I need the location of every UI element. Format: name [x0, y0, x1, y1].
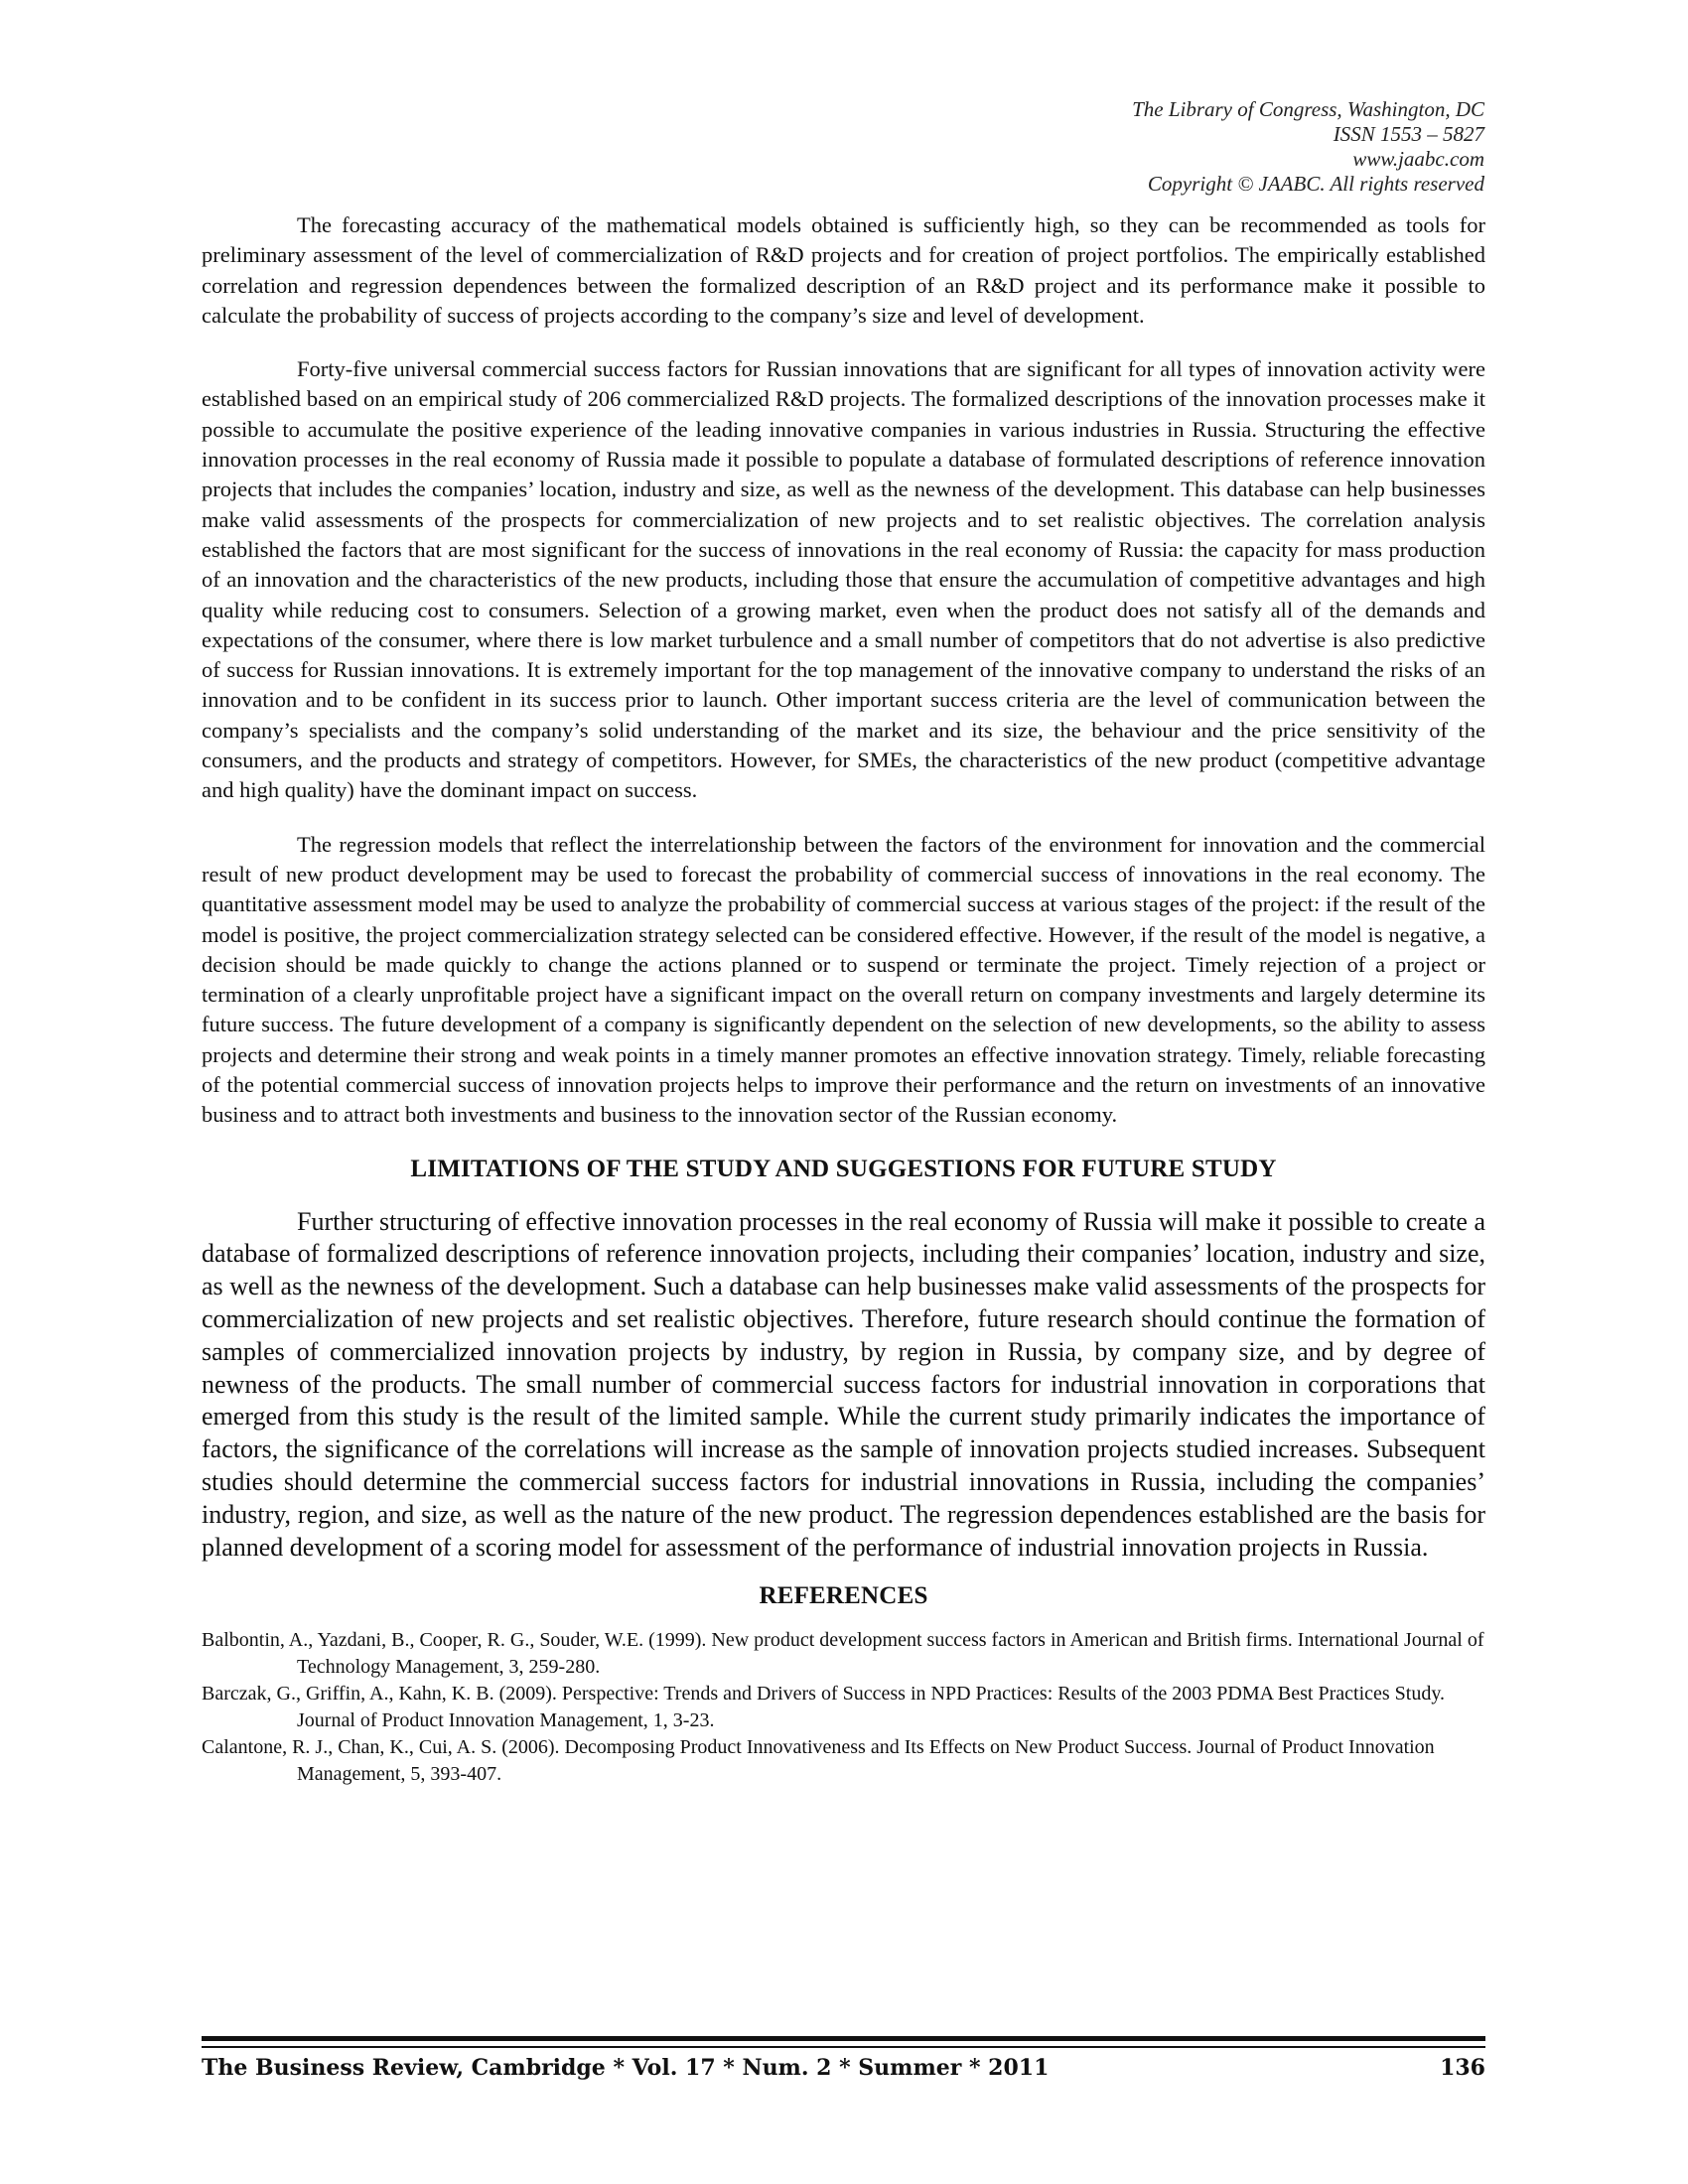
paragraph-success-factors: Forty-five universal commercial success factors for Russian innovations that are significant for all types of innovation activity were established based on an empirical study of 206 commercialized R&D projects. The formalized descriptions of the innovation processes make it possible to accumulate the positive experience of the leading innovative companies in various industries in Russia. Structuring the effective innovation processes in the real economy of Russia made it possible to populate a database of formulated descriptions of reference innovation projects that includes the companies’ location, industry and size, as well as the newness of the development. This database can help businesses make valid assessments of the prospects for commercialization of new projects and to set realistic objectives. The correlation analysis established the factors that are most significant for the success of innovations in the real economy of Russia: the capacity for mass production of an innovation and the characteristics of the new products, including those that ensure the accumulation of competitive advantages and high quality while reducing cost to consumers. Selection of a growing market, even when the product does not satisfy all of the demands and expectations of the consumer, where there is low market turbulence and a small number of competitors that do not advertise is also predictive of success for Russian innovations. It is extremely important for the top management of the innovative company to understand the risks of an innovation and to be confident in its success prior to launch. Other important success criteria are the level of communication between the company’s specialists and the company’s solid understanding of the market and its size, the behaviour and the price sensitivity of the consumers, and the products and strategy of competitors. However, for SMEs, the characteristics of the new product (competitive advantage and high quality) have the dominant impact on success. — [202, 356, 1485, 803]
page-number: 136 — [1440, 2055, 1485, 2081]
header-website: www.jaabc.com — [1352, 147, 1484, 171]
reference-list — [202, 1627, 1485, 1788]
reference-item: Balbontin, A., Yazdani, B., Cooper, R. G., Souder, W.E. (1999). New product development success factors in American and British firms. International Journal of Technology Management, 3, 259-280. — [202, 1629, 1484, 1679]
paragraph-forecasting-accuracy: The forecasting accuracy of the mathematical models obtained is sufficiently high, so they can be recommended as tools for preliminary assessment of the level of commercialization of R&D projects and for creation of project portfolios. The empirically established correlation and regression dependences between the formalized description of an R&D project and its performance make it possible to calculate the probability of success of projects according to the company’s size and level of development. — [202, 212, 1485, 328]
paragraph-limitations: Further structuring of effective innovation processes in the real economy of Russia will make it possible to create a database of formalized descriptions of reference innovation projects, including their companies’ location, industry and size, as well as the newness of the development. Such a database can help businesses make valid assessments of the prospects for commercialization of new projects and set realistic objectives. Therefore, future research should continue the formation of samples of commercialized innovation projects by industry, by region in Russia, by company size, and by degree of newness of the products. The small number of commercial success factors for industrial innovation in corporations that emerged from this study is the result of the limited sample. While the current study primarily indicates the importance of factors, the significance of the correlations will increase as the sample of innovation projects studied increases. Subsequent studies should determine the commercial success factors for industrial innovations in Russia, including the companies’ industry, region, and size, as well as the nature of the new product. The regression dependences established are the basis for planned development of a scoring model for assessment of the performance of industrial innovation projects in Russia. — [202, 1206, 1485, 1562]
header-issn: ISSN 1553 – 5827 — [1333, 122, 1484, 146]
footer-rule-thin — [202, 2046, 1485, 2048]
footer-rule — [202, 2036, 1485, 2041]
paragraph-regression-models: The regression models that reflect the interrelationship between the factors of the environment for innovation and the commercial result of new product development may be used to forecast the probability of commercial success of innovations in the real economy. The quantitative assessment model may be used to analyze the probability of commercial success at various stages of the project: if the result of the model is positive, the project commercialization strategy selected can be considered effective. However, if the result of the model is negative, a decision should be made quickly to change the actions planned or to suspend or terminate the project. Timely rejection of a project or termination of a clearly unprofitable project have a significant impact on the overall return on company investments and largely determine its future success. The future development of a company is significantly dependent on the selection of new developments, so the ability to assess projects and determine their strong and weak points in a timely manner promotes an effective innovation strategy. Timely, reliable forecasting of the potential commercial success of innovation projects helps to improve their performance and the return on investments of an innovative business and to attract both investments and business to the innovation sector of the Russian economy. — [202, 831, 1485, 1128]
section-heading-references: REFERENCES — [759, 1582, 928, 1610]
header-copyright: Copyright © JAABC. All rights reserved — [1147, 172, 1484, 196]
footer-journal-info: The Business Review, Cambridge * Vol. 17 * Num. 2 * Summer * 2011 — [202, 2055, 1050, 2081]
journal-header — [1132, 97, 1484, 197]
reference-item: Barczak, G., Griffin, A., Kahn, K. B. (2009). Perspective: Trends and Drivers of Success in NPD Practices: Results of the 2003 PDMA Best Practices Study. Journal of Product Innovation Management, 1, 3-23. — [202, 1683, 1446, 1732]
article-body — [202, 210, 1485, 1788]
header-library: The Library of Congress, Washington, DC — [1132, 97, 1484, 121]
reference-item: Calantone, R. J., Chan, K., Cui, A. S. (2006). Decomposing Product Innovativeness and Its Effects on New Product Success. Journal of Product Innovation Management, 5, 393-407. — [202, 1736, 1435, 1786]
section-heading-limitations: LIMITATIONS OF THE STUDY AND SUGGESTIONS FOR FUTURE STUDY — [410, 1155, 1277, 1182]
